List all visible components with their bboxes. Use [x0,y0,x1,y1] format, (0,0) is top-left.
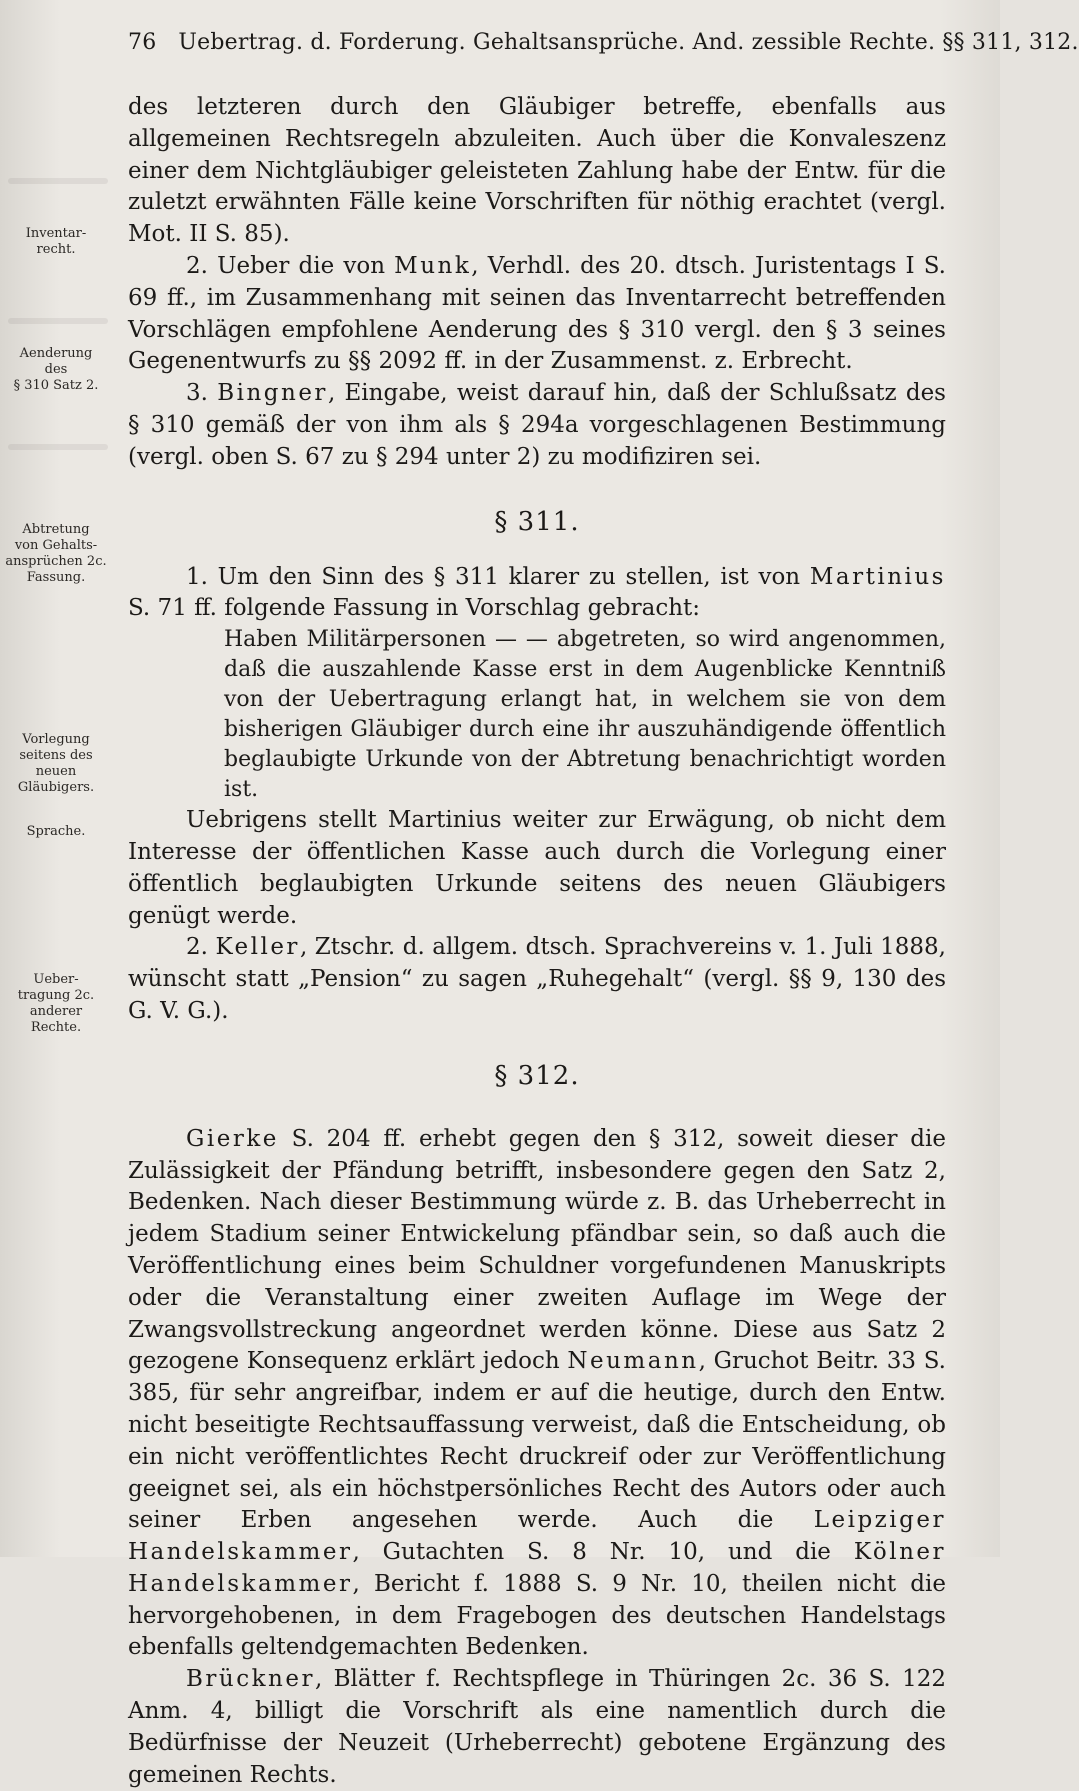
margin-note-line: von Gehalts- [14,538,98,553]
text-run: , Blätter f. Rechtspflege in Thüringen 2c. 36 S. 122 Anm. 4, billigt die Vorschrift als eine namentlich durch die Bedürfnisse der Neuzeit (Urheberrecht) gebotene Ergänzung des gemeinen Rechts. [128,1666,946,1788]
block-quote: Haben Militärpersonen — — abgetreten, so wird angenommen, daß die auszahlende Kasse erst in dem Augenblicke Kenntniß von der Uebertragung erlangt hat, in welchem sie von dem bisherigen Gläubiger durch eine ihr auszuhändigende öffentlich beglaubigte Urkunde von der Abtretung benachrichtigt worden ist. [224,627,946,803]
running-title: Uebertrag. d. Forderung. Gehaltsansprüche. And. zessible Rechte. §§ 311, 312. [178,30,1079,55]
text-run: 2. [186,934,216,961]
text-run: , Eingabe, weist darauf hin, daß der Schlußsatz des § 310 gemäß der von ihm als § 294a vorgeschlagenen Bestimmung (vergl. oben S. 67 zu § 294 unter 2) zu modifiziren sei. [128,380,946,470]
paragraph [128,932,946,1027]
paragraph [128,1124,946,1665]
margin-note [0,972,112,1036]
text-run: , Ztschr. d. allgem. dtsch. Sprachvereins v. 1. Juli 1888, wünscht statt „Pension“ zu sagen „Ruhegehalt“ (vergl. §§ 9, 130 des G. V. G.). [128,934,946,1024]
margin-note [0,824,112,840]
margin-note [0,522,112,586]
margin-note [0,226,112,258]
cited-author: Bingner [217,380,328,407]
cited-author: Kölner Handelskammer [128,1539,946,1597]
paragraph [128,251,946,378]
text-run: S. 204 ff. erhebt gegen den § 312, soweit dieser die Zulässigkeit der Pfändung betrifft, insbesondere gegen den Satz 2, Bedenken. Nach dieser Bestimmung würde z. B. das Urheberrecht in jedem Stadium seiner Entwickelung pfändbar sein, so daß auch die Veröffentlichung eines beim Schuldner vorgefundenen Manuskripts oder die Veranstaltung einer zweiten Auflage im Wege der Zwangsvollstreckung angeordnet werden könne. Diese aus Satz 2 gezogene Konsequenz erklärt jedoch [128,1125,946,1375]
text-run: S. 71 ff. folgende Fassung in Vorschlag gebracht: [128,595,701,622]
margin-note-line: Rechte. [30,1020,82,1035]
bleed-through-mark [8,318,108,324]
text-run: , Gutachten S. 8 Nr. 10, und die [352,1539,854,1566]
text-run: 3. [186,380,218,407]
cited-author: Brückner [186,1666,315,1693]
text-run: 1. Um den Sinn des § 311 klarer zu stellen, ist von [186,563,810,590]
margin-note-line: Abtretung [22,522,90,537]
margin-note-line: Inventar- [25,226,87,241]
margin-note-line: anderer [29,1004,83,1019]
cited-author: Gierke [186,1125,279,1152]
section-heading: § 312. [494,1060,580,1091]
margin-note-line: neuen [35,764,77,779]
margin-note [0,732,112,796]
margin-note-line: Vorlegung [22,732,90,747]
text-run: , Gruchot Beitr. 33 S. 385, für sehr angreifbar, indem er auf die heutige, durch den Entw. nicht beseitigte Rechtsauffassung verweist, daß die Entscheidung, ob ein nicht veröffentlichtes Recht druckreif oder zur Veröffentlichung geeignet sei, als ein höchstpersönliches Recht des Autors oder auch seiner Erben angesehen werde. Auch die [128,1348,946,1534]
margin-note-line: seitens des [19,748,93,763]
text-run: 2. Ueber die von [186,252,395,279]
page-number: 76 [128,30,157,55]
margin-note-line: recht. [36,242,76,257]
cited-author: Keller [215,934,300,961]
paragraph [128,562,946,626]
margin-note-line: Sprache. [26,824,86,839]
bleed-through-mark [8,444,108,450]
margin-note-line: Ueber- [33,972,79,987]
cited-author: Neumann [567,1348,699,1375]
cited-author: Martinius [809,563,946,590]
margin-note-line: § 310 Satz 2. [13,378,99,393]
main-text [128,92,946,1791]
margin-note [0,346,112,394]
margin-note-line: ansprüchen 2c. [5,554,107,569]
cited-author: Leipziger Handelskammer [128,1507,946,1566]
margin-note-line: Aenderung [19,346,93,361]
paragraph: des letzteren durch den Gläubiger betreffe, ebenfalls aus allgemeinen Rechtsregeln abzuleiten. Auch über die Konvaleszenz einer dem Nichtgläubiger geleisteten Zahlung habe der Entw. für die zuletzt erwähnten Fälle keine Vorschriften für nöthig erachtet (vergl. Mot. II S. 85). [128,94,946,248]
cited-author: Munk [394,252,472,279]
margin-note-line: Fassung. [26,570,86,585]
paragraph: Uebrigens stellt Martinius weiter zur Erwägung, ob nicht dem Interesse der öffentlichen Kasse auch durch die Vorlegung einer öffentlich beglaubigten Urkunde seitens des neuen Gläubigers genügt werde. [128,807,946,929]
text-run: , Bericht f. 1888 S. 9 Nr. 10, theilen nicht die hervorgehobenen, in dem Fragebogen des deutschen Handelstags ebenfalls geltendgemachten Bedenken. [128,1570,946,1661]
text-run: , Verhdl. des 20. dtsch. Juristentags I S. 69 ff., im Zusammenhang mit seinen das Inventarrecht betreffenden Vorschlägen empfohlene Aenderung des § 310 vergl. den § 3 seines Gegenentwurfs zu §§ 2092 ff. in der Zusammenst. z. Erbrecht. [128,252,946,375]
paragraph [128,378,946,473]
margin-note-line: tragung 2c. [17,988,95,1003]
margin-note-line: Gläubigers. [17,780,95,795]
running-header [128,30,1079,55]
margin-note-line: des [44,362,68,377]
paragraph [128,1664,946,1791]
section-heading: § 311. [494,506,580,537]
bleed-through-mark [8,178,108,184]
